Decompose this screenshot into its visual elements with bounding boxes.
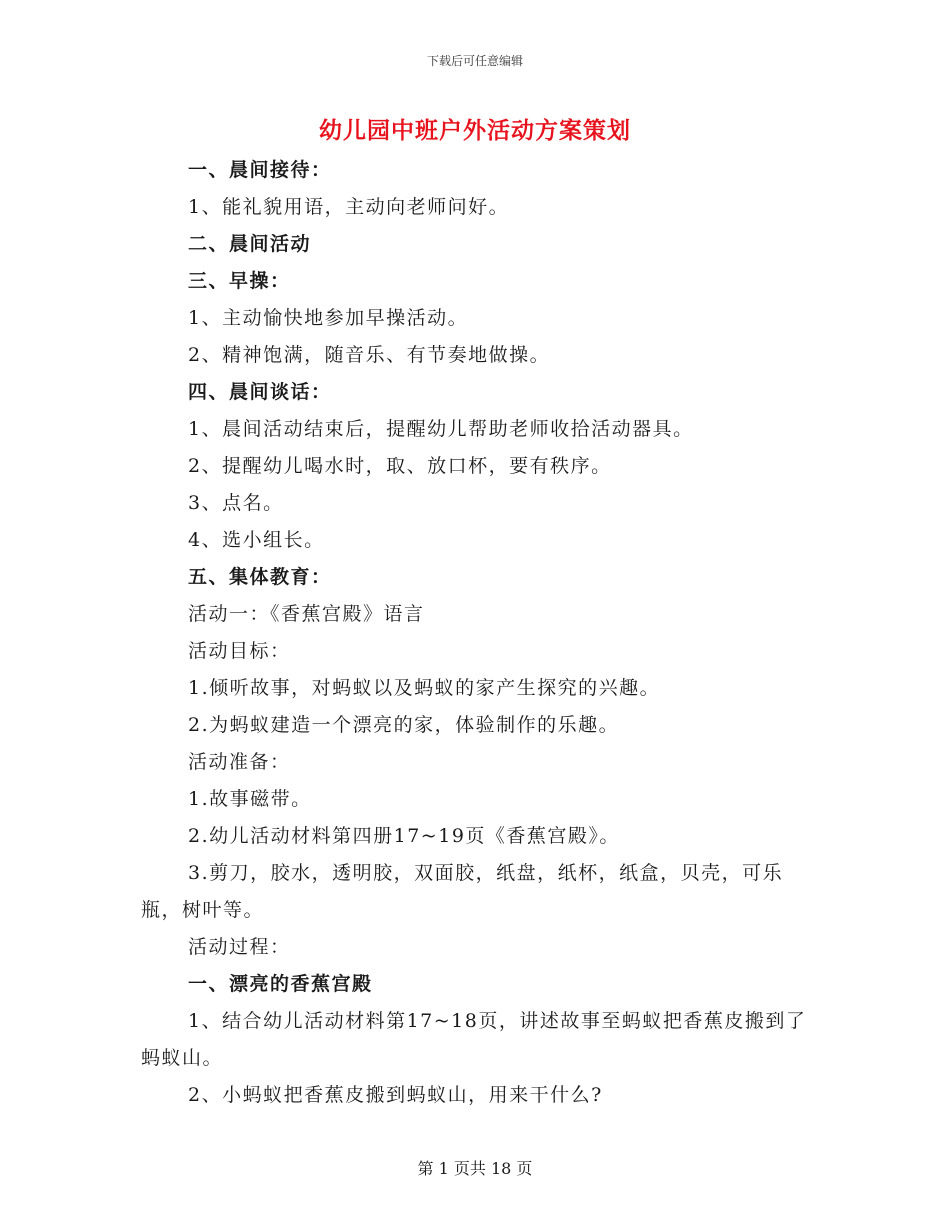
paragraph: 4、选小组长。: [188, 529, 325, 551]
paragraph: 1、能礼貌用语，主动向老师问好。: [188, 196, 510, 218]
paragraph: 3、点名。: [188, 492, 284, 514]
paragraph: 2.幼儿活动材料第四册17~19页《香蕉宫殿》。: [188, 825, 620, 847]
section-heading: 五、集体教育：: [188, 566, 332, 588]
section-heading: 一、晨间接待：: [188, 159, 332, 181]
paragraph: 1.故事磁带。: [188, 788, 312, 810]
paragraph: 2、精神饱满，随音乐、有节奏地做操。: [188, 344, 551, 366]
page-header: 下载后可任意编辑: [426, 54, 523, 68]
section-heading: 二、晨间活动: [188, 233, 312, 255]
section-heading: 四、晨间谈话：: [188, 381, 332, 403]
document-title: 幼儿园中班户外活动方案策划: [319, 117, 631, 144]
wrapped-paragraph: 3.剪刀，胶水，透明胶，双面胶，纸盘，纸杯，纸盒，贝壳，可乐瓶，树叶等。: [141, 862, 784, 921]
document-body: [141, 152, 811, 1114]
paragraph: 2.为蚂蚁建造一个漂亮的家，体验制作的乐趣。: [188, 714, 620, 736]
paragraph: 活动准备：: [188, 751, 291, 773]
paragraph: 2、小蚂蚁把香蕉皮搬到蚂蚁山，用来干什么?: [188, 1084, 603, 1106]
section-heading: 一、漂亮的香蕉宫殿: [188, 973, 373, 995]
wrapped-paragraph: 1、结合幼儿活动材料第17~18页，讲述故事至蚂蚁把香蕉皮搬到了蚂蚁山。: [141, 1010, 807, 1069]
paragraph: 活动目标：: [188, 640, 291, 662]
page-footer: 第 1 页共 18 页: [417, 1159, 533, 1178]
paragraph: 1、晨间活动结束后，提醒幼儿帮助老师收拾活动器具。: [188, 418, 694, 440]
paragraph: 活动一：《香蕉宫殿》语言: [188, 603, 425, 625]
paragraph: 活动过程：: [188, 936, 291, 958]
paragraph: 2、提醒幼儿喝水时，取、放口杯，要有秩序。: [188, 455, 612, 477]
paragraph: 1、主动愉快地参加早操活动。: [188, 307, 469, 329]
section-heading: 三、早操：: [188, 270, 291, 292]
paragraph: 1.倾听故事，对蚂蚁以及蚂蚁的家产生探究的兴趣。: [188, 677, 661, 699]
